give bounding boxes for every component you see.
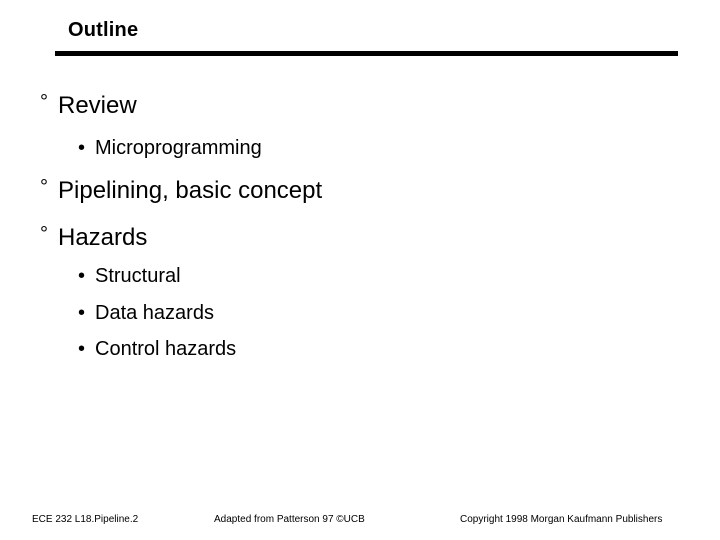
footer-course-label: ECE 232 L18.Pipeline.2 [32, 514, 139, 525]
outline-subitem-label: Structural [95, 265, 181, 287]
footer-attribution: Adapted from Patterson 97 ©UCB [214, 514, 365, 525]
outline-subitem-microprogramming [78, 137, 262, 160]
footer-copyright: Copyright 1998 Morgan Kaufmann Publishers [460, 514, 663, 525]
title-rule [55, 51, 678, 56]
outline-item-review [40, 92, 137, 120]
outline-item-hazards [40, 224, 147, 252]
outline-item-label: Pipelining, basic concept [58, 177, 323, 204]
outline-subitem-label: Control hazards [95, 338, 237, 360]
outline-item-label: Review [58, 92, 137, 119]
outline-subitem-label: Data hazards [95, 302, 214, 324]
degree-bullet-icon: ° [40, 176, 48, 198]
dot-bullet-icon: • [78, 338, 86, 360]
dot-bullet-icon: • [78, 137, 86, 159]
outline-subitem-label: Microprogramming [95, 137, 262, 159]
outline-subitem-data-hazards [78, 302, 214, 325]
degree-bullet-icon: ° [40, 223, 48, 245]
outline-item-pipelining [40, 177, 322, 205]
slide-title: Outline [68, 19, 139, 41]
outline-item-label: Hazards [58, 224, 148, 251]
outline-subitem-structural [78, 265, 181, 288]
dot-bullet-icon: • [78, 265, 86, 287]
dot-bullet-icon: • [78, 302, 86, 324]
degree-bullet-icon: ° [40, 91, 48, 113]
outline-subitem-control-hazards [78, 338, 236, 361]
